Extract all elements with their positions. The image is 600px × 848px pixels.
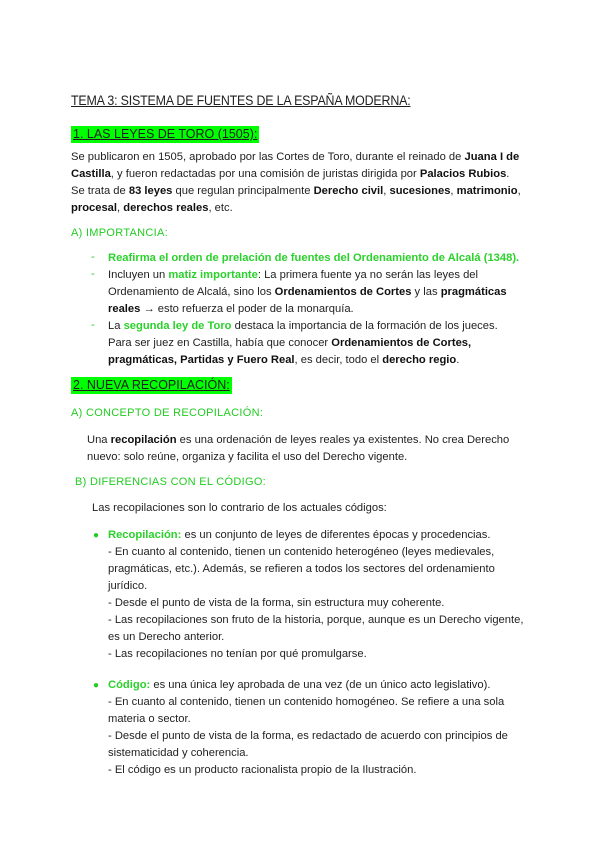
bullet-dash: - bbox=[91, 268, 95, 280]
codigo-item: Código: es una única ley aprobada de una vez (de un único acto legislativo). - En cuanto al contenido, tienen un contenido homogéneo. Se refiere a una sola materia o sector. - Desde el punto de vista de la forma, es redactado de acuerdo con principios de sistematicidad y coherencia. - El código es un producto racionalista propio de la Ilustración. bbox=[108, 679, 508, 776]
bullet-dot: ● bbox=[93, 530, 100, 541]
bullet-dash: - bbox=[91, 251, 95, 263]
page-title: TEMA 3: SISTEMA DE FUENTES DE LA ESPAÑA MODERNA: bbox=[71, 93, 411, 108]
importancia-subheading: A) IMPORTANCIA: bbox=[71, 227, 168, 239]
section2-heading: 2. NUEVA RECOPILACIÓN: bbox=[73, 378, 230, 392]
importancia-bullet-1: Reafirma el orden de prelación de fuentes del Ordenamiento de Alcalá (1348). bbox=[108, 252, 520, 264]
diferencias-subheading: B) DIFERENCIAS CON EL CÓDIGO: bbox=[75, 476, 267, 488]
bullet-dot: ● bbox=[93, 680, 100, 691]
concepto-paragraph: Una recopilación es una ordenación de leyes reales ya existentes. No crea Derecho nuevo: solo reúne, organiza y facilita el uso del Derecho vigente. bbox=[87, 434, 510, 463]
importancia-bullet-3: La segunda ley de Toro destaca la importancia de la formación de los jueces. Para ser juez en Castilla, había que conocer Ordenamientos de Cortes, pragmáticas, Partidas y Fuero Real, es decir, todo el derecho regio. bbox=[108, 320, 498, 366]
concepto-subheading: A) CONCEPTO DE RECOPILACIÓN: bbox=[71, 407, 264, 419]
bullet-dash: - bbox=[91, 319, 95, 331]
importancia-bullet-2: Incluyen un matiz importante: La primera fuente ya no serán las leyes del Ordenamiento de Alcalá, sino los Ordenamientos de Cortes y las pragmáticas reales → esto refuerza el poder de la monarquía. bbox=[108, 269, 507, 315]
recopilacion-item: Recopilación: es un conjunto de leyes de diferentes épocas y procedencias. - En cuanto al contenido, tienen un contenido heterogéneo (leyes medievales, pragmáticas, etc.). Además, se refieren a todos los sectores del ordenamiento jurídico. - Desde el punto de vista de la forma, sin estructura muy coherente. - Las recopilaciones son fruto de la historia, porque, aunque es un Derecho vigente, es un Derecho anterior. - Las recopilaciones no tenían por qué promulgarse. bbox=[108, 529, 524, 660]
section1-intro: Se publicaron en 1505, aprobado por las Cortes de Toro, durante el reinado de Juana I de Castilla, y fueron redactadas por una comisión de juristas dirigida por Palacios Rubios. Se trata de 83 leyes que regulan principalmente Derecho civil, sucesiones, matrimonio, procesal, derechos reales, etc. bbox=[71, 151, 521, 214]
section1-heading: 1. LAS LEYES DE TORO (1505): bbox=[73, 127, 258, 141]
diferencias-lead: Las recopilaciones son lo contrario de los actuales códigos: bbox=[92, 502, 387, 514]
